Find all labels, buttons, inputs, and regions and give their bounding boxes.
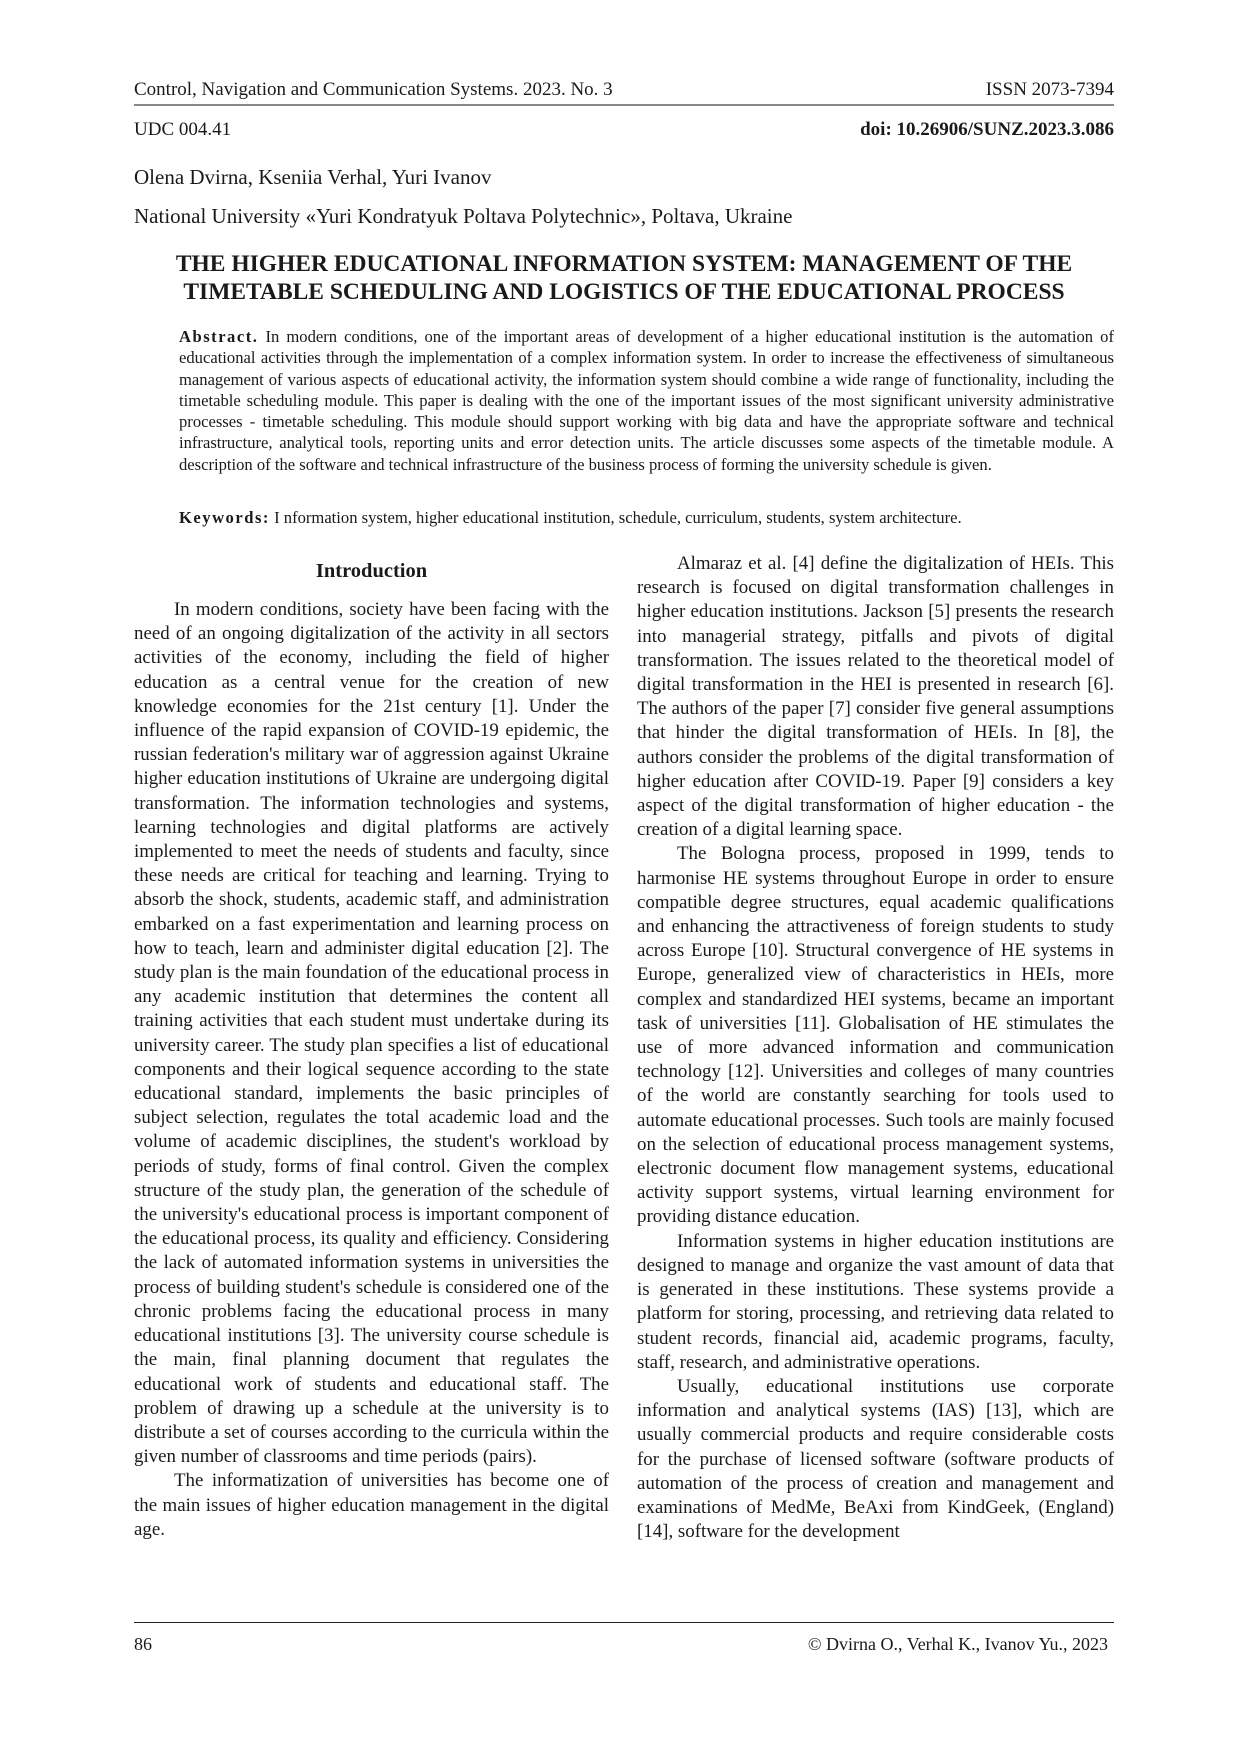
keywords-text: I nformation system, higher educational institution, schedule, curriculum, students, system architecture. <box>274 508 962 527</box>
paragraph: In modern conditions, society have been facing with the need of an ongoing digitalization of the activity in all sectors activities of the economy, including the field of higher education as a central venue for the creation of new knowledge economies for the 21st century [1]. Under the influence of the rapid expansion of COVID-19 epidemic, the russian federation's military war of aggression against Ukraine higher education institutions of Ukraine are undergoing digital transformation. The information technologies and systems, learning technologies and digital platforms are actively implemented to meet the needs of students and faculty, since these needs are critical for teaching and learning. Trying to absorb the shock, students, academic staff, and administration embarked on a fast experimentation and learning process on how to teach, learn and administer digital education [2]. The study plan is the main foundation of the educational process in any academic institution that determines the content all training activities that each student must undertake during its university career. The study plan specifies a list of educational components and their logical sequence according to the state educational standard, implements the basic principles of subject selection, regulates the total academic load and the volume of academic disciplines, the student's workload by periods of study, forms of final control. Given the complex structure of the study plan, the generation of the schedule of the university's educational process is important component of the educational process, its quality and efficiency. Considering the lack of automated information systems in universities the process of building student's schedule is considered one of the chronic problems facing the educational process in many educational institutions [3]. The university course schedule is the main, final planning document that regulates the educational work of students and educational staff. The problem of drawing up a schedule at the university is to distribute a set of courses according to the curricula within the given number of classrooms and time periods (pairs). <box>134 599 609 1468</box>
affiliation: National University «Yuri Kondratyuk Poltava Polytechnic», Poltava, Ukraine <box>134 204 793 228</box>
copyright: © Dvirna O., Verhal K., Ivanov Yu., 2023 <box>807 1634 1108 1654</box>
page-footer <box>134 1633 1114 1659</box>
title-line-1: THE HIGHER EDUCATIONAL INFORMATION SYSTEM: MANAGEMENT OF THE <box>175 251 1073 277</box>
paper-title <box>134 250 1114 306</box>
running-head <box>134 78 1114 106</box>
page-number: 86 <box>134 1634 152 1654</box>
section-heading-introduction: Introduction <box>315 560 428 582</box>
paragraph: Information systems in higher education institutions are designed to manage and organize the vast amount of data that is generated in these institutions. These systems provide a platform for storing, processing, and retrieving data related to student records, financial aid, academic programs, faculty, staff, research, and administrative operations. <box>637 1230 1114 1373</box>
issn: ISSN 2073-7394 <box>985 79 1114 100</box>
journal-name: Control, Navigation and Communication Systems. 2023. No. 3 <box>134 79 613 100</box>
authors: Olena Dvirna, Kseniia Verhal, Yuri Ivanov <box>134 165 492 189</box>
doi: doi: 10.26906/SUNZ.2023.3.086 <box>860 119 1114 140</box>
paragraph: Usually, educational institutions use corporate information and analytical systems (IAS) [13], which are usually commercial products and require considerable costs for the purchase of licensed software (software products of automation of the process of creation and management and examinations of MedMe, BeAxi from KindGeek, (England) [14], software for the development <box>637 1375 1114 1543</box>
abstract <box>179 326 1114 475</box>
abstract-text: In modern conditions, one of the important areas of development of a higher educational institution is the automation of educational activities through the implementation of a complex information system. In order to increase the effectiveness of simultaneous management of various aspects of educational activity, the information system should combine a wide range of functionality, including the timetable scheduling module. This paper is dealing with the one of the important issues of the most significant university administrative processes - timetable scheduling. This module should support working with big data and have the appropriate software and technical infrastructure, analytical tools, reporting units and error detection units. The article discusses some aspects of the timetable module. A description of the software and technical infrastructure of the business process of forming the university schedule is given. <box>179 327 1114 474</box>
udc-code: UDC 004.41 <box>134 119 232 140</box>
keywords <box>179 507 1114 528</box>
header-rule <box>134 104 1114 106</box>
paragraph: Almaraz et al. [4] define the digitalization of HEIs. This research is focused on digital transformation challenges in higher education institutions. Jackson [5] presents the research into managerial strategy, pitfalls and pivots of digital transformation. The issues related to the theoretical model of digital transformation in the HEI is presented in research [6]. The authors of the paper [7] consider five general assumptions that hinder the digital transformation of HEIs. In [8], the authors consider the problems of the digital transformation of higher education after COVID-19. Paper [9] considers a key aspect of the digital transformation of higher education - the creation of a digital learning space. <box>637 553 1114 841</box>
paragraph: The Bologna process, proposed in 1999, tends to harmonise HE systems throughout Europe in order to ensure compatible degree structures, equal academic qualifications and enhancing the attractiveness of foreign students to study across Europe [10]. Structural convergence of HE systems in Europe, generalized view of characteristics in HEIs, more complex and standardized HEI systems, became an important task of universities [11]. Globalisation of HE stimulates the use of more advanced information and communication technology [12]. Universities and colleges of many countries of the world are constantly searching for tools used to automate educational processes. Such tools are mainly focused on the selection of educational process management systems, electronic document flow management systems, educational activity support systems, virtual learning environment for providing distance education. <box>637 843 1114 1228</box>
footer-rule <box>134 1622 1114 1623</box>
paragraph: The informatization of universities has become one of the main issues of higher education management in the digital age. <box>134 1470 609 1540</box>
abstract-label: Abstract. <box>179 327 259 346</box>
meta-row <box>134 118 1114 144</box>
title-line-2: TIMETABLE SCHEDULING AND LOGISTICS OF THE EDUCATIONAL PROCESS <box>183 279 1065 305</box>
keywords-label: Keywords: <box>179 508 270 527</box>
left-column <box>134 558 609 1542</box>
right-column <box>637 552 1114 1544</box>
